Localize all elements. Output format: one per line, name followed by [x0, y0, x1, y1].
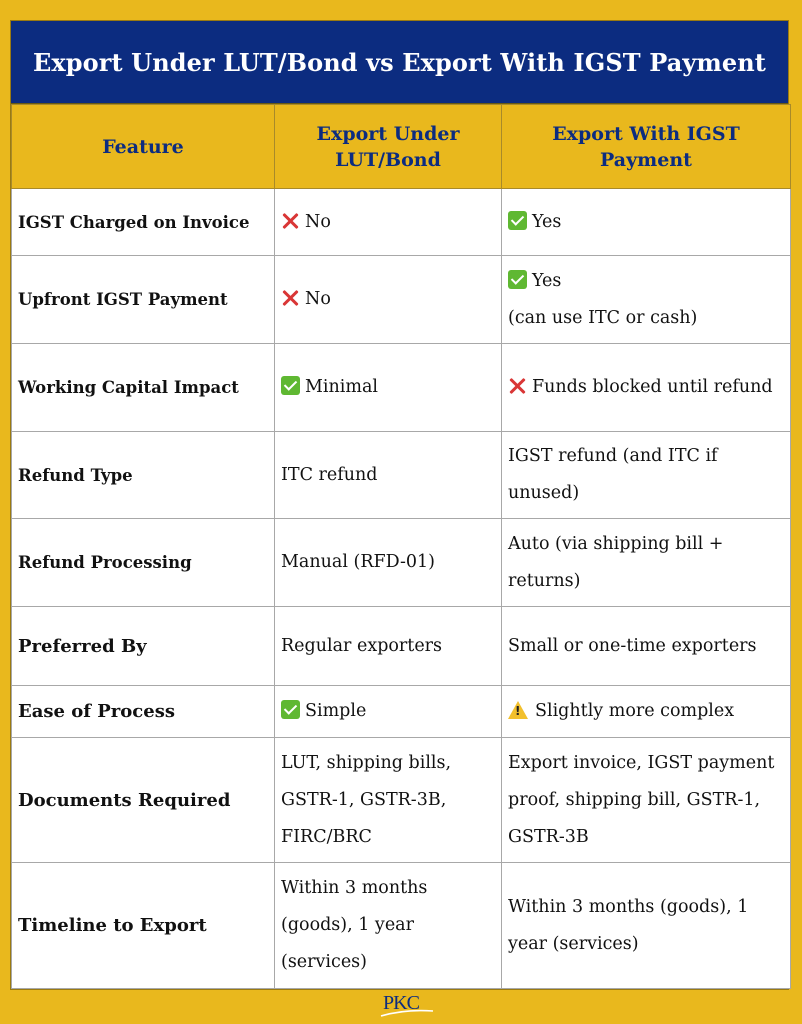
table-row	[12, 189, 791, 256]
table-header-row	[12, 105, 791, 189]
row-lut-cell: Regular exporters	[275, 607, 502, 686]
table-row	[12, 863, 791, 989]
comparison-table	[11, 104, 791, 989]
logo-text: PKC	[383, 992, 419, 1014]
check-icon	[281, 376, 300, 395]
table-row	[12, 256, 791, 344]
row-lut-cell	[275, 189, 502, 256]
row-igst-cell: Within 3 months (goods), 1 year (services)	[502, 863, 791, 989]
table-row	[12, 607, 791, 686]
pkc-logo	[383, 992, 419, 1015]
table-row	[12, 432, 791, 519]
logo-swoosh-icon	[379, 1008, 435, 1018]
cell-subtext: (can use ITC or cash)	[508, 307, 698, 328]
row-igst-cell	[502, 256, 791, 344]
row-igst-cell: Export invoice, IGST payment proof, shipping bill, GSTR-1, GSTR-3B	[502, 738, 791, 863]
comparison-card	[10, 20, 789, 990]
cross-icon	[508, 376, 527, 395]
cell-text: No	[305, 211, 331, 232]
row-feature: Refund Processing	[12, 519, 275, 607]
page-title: Export Under LUT/Bond vs Export With IGST Payment	[11, 21, 788, 104]
row-feature: Timeline to Export	[12, 863, 275, 989]
row-lut-cell	[275, 344, 502, 432]
cell-text: Yes	[532, 270, 562, 291]
row-igst-cell	[502, 189, 791, 256]
row-feature: Documents Required	[12, 738, 275, 863]
cell-text: Yes	[532, 211, 562, 232]
row-feature: Ease of Process	[12, 686, 275, 738]
footer-logo	[0, 992, 802, 1015]
row-igst-cell: Small or one-time exporters	[502, 607, 791, 686]
row-lut-cell: Within 3 months (goods), 1 year (services)	[275, 863, 502, 989]
table-row	[12, 738, 791, 863]
cell-text: Minimal	[305, 377, 379, 397]
header-feature: Feature	[12, 105, 275, 189]
check-icon	[281, 700, 300, 719]
row-lut-cell	[275, 256, 502, 344]
row-igst-cell: IGST refund (and ITC if unused)	[502, 432, 791, 519]
row-igst-cell: Auto (via shipping bill + returns)	[502, 519, 791, 607]
cell-text: Funds blocked until refund	[532, 377, 773, 397]
cell-text: Simple	[305, 701, 367, 721]
row-feature: IGST Charged on Invoice	[12, 189, 275, 256]
table-row	[12, 344, 791, 432]
row-lut-cell	[275, 686, 502, 738]
row-feature: Upfront IGST Payment	[12, 256, 275, 344]
row-lut-cell: Manual (RFD-01)	[275, 519, 502, 607]
cross-icon	[281, 211, 300, 230]
cell-text: No	[305, 289, 331, 309]
cross-icon	[281, 288, 300, 307]
row-lut-cell: LUT, shipping bills, GSTR-1, GSTR-3B, FIRC/BRC	[275, 738, 502, 863]
row-igst-cell	[502, 686, 791, 738]
row-lut-cell: ITC refund	[275, 432, 502, 519]
table-row	[12, 519, 791, 607]
cell-text: Slightly more complex	[535, 701, 735, 721]
warning-icon	[508, 701, 528, 719]
check-icon	[508, 270, 527, 289]
header-lut: Export Under LUT/Bond	[275, 105, 502, 189]
table-row	[12, 686, 791, 738]
row-feature: Preferred By	[12, 607, 275, 686]
check-icon	[508, 211, 527, 230]
row-feature: Working Capital Impact	[12, 344, 275, 432]
header-igst: Export With IGST Payment	[502, 105, 791, 189]
row-igst-cell	[502, 344, 791, 432]
row-feature: Refund Type	[12, 432, 275, 519]
